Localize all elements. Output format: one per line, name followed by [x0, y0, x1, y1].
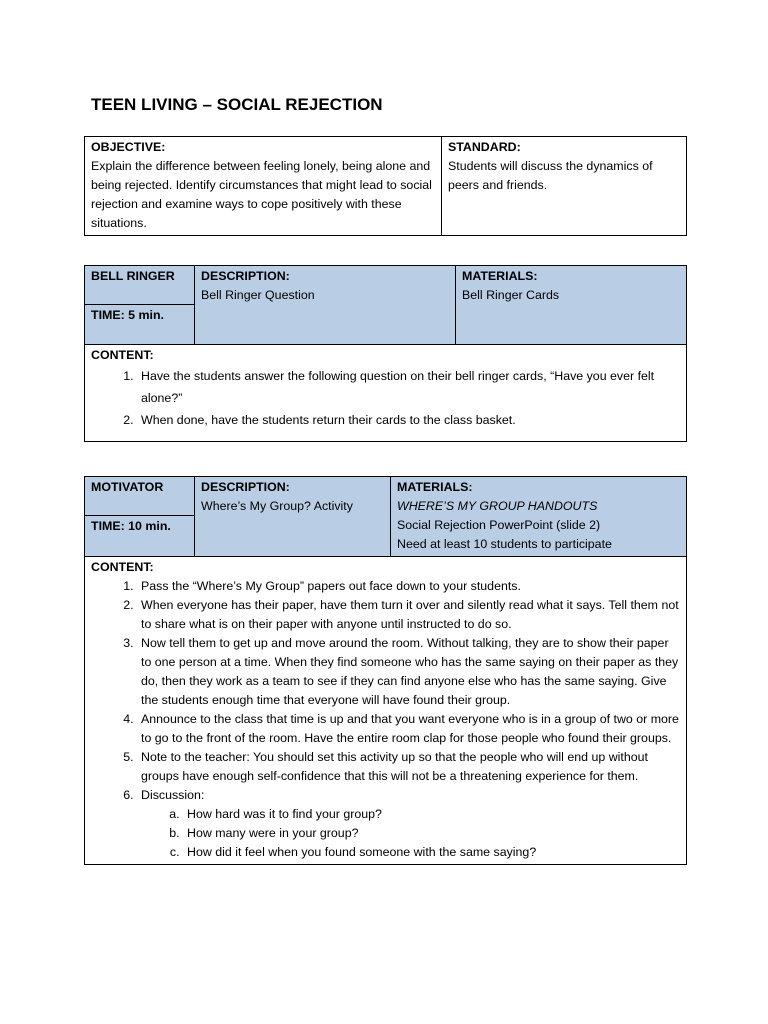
list-item: 2. When done, have the students return their cards to the class basket.: [137, 409, 680, 431]
objective-cell: [85, 137, 442, 236]
motivator-time: TIME: 10 min.: [91, 518, 171, 533]
list-item: c. How did it feel when you found someone with the same saying?: [183, 843, 680, 862]
motivator-table: [84, 476, 687, 865]
motivator-description: Where’s My Group? Activity: [201, 499, 353, 513]
objective-standard-table: [84, 136, 687, 236]
motivator-time-cell: [85, 515, 195, 556]
list-item: 4. Announce to the class that time is up and that you want everyone who is in a group of two or more to go to the front of the room. Have the entire room clap for those people who found their groups.: [137, 710, 680, 748]
bell-ringer-time: TIME: 5 min.: [91, 308, 164, 322]
bell-ringer-description-cell: [195, 266, 456, 345]
list-item: 1. Pass the “Where’s My Group” papers out face down to your students.: [137, 577, 680, 596]
bell-ringer-material-item: Bell Ringer Cards: [462, 288, 560, 302]
standard-cell: [442, 137, 687, 236]
motivator-material-item: Social Rejection PowerPoint (slide 2): [397, 518, 601, 532]
objective-label: OBJECTIVE:: [91, 140, 166, 154]
motivator-content-list: [91, 577, 680, 862]
motivator-material-item: WHERE’S MY GROUP HANDOUTS: [397, 499, 598, 513]
bell-ringer-label-cell: [85, 266, 195, 305]
bell-ringer-label: BELL RINGER: [91, 269, 175, 283]
list-item: [137, 786, 680, 862]
motivator-materials-label: MATERIALS:: [397, 480, 473, 494]
bell-ringer-materials-label: MATERIALS:: [462, 269, 538, 283]
list-item: 2. When everyone has their paper, have them turn it over and silently read what it says. Tell them not to share what is on their paper with anyone until instructed to do so.: [137, 596, 680, 634]
standard-text: Students will discuss the dynamics of peers and friends.: [448, 159, 653, 192]
bell-ringer-content-list: [91, 365, 680, 431]
bell-ringer-content-label: CONTENT:: [91, 348, 154, 362]
list-item: 5. Note to the teacher: You should set this activity up so that the people who will end up without groups have enough self-confidence that this will not be a threatening experience for them.: [137, 748, 680, 786]
motivator-description-cell: [195, 477, 391, 557]
motivator-content-label: CONTENT:: [91, 560, 154, 574]
bell-ringer-time-cell: [85, 305, 195, 345]
bell-ringer-description-label: DESCRIPTION:: [201, 269, 290, 283]
motivator-label: MOTIVATOR: [91, 480, 164, 494]
bell-ringer-table: [84, 265, 687, 442]
standard-label: STANDARD:: [448, 140, 521, 154]
page-title: TEEN LIVING – SOCIAL REJECTION: [91, 95, 383, 114]
list-item: b. How many were in your group?: [183, 824, 680, 843]
objective-text: Explain the difference between feeling lonely, being alone and being rejected. Identify circumstances that might lead to social rejection and examine ways to cope positively with these situations.: [91, 159, 432, 230]
bell-ringer-content-cell: [85, 345, 687, 442]
motivator-material-item: Need at least 10 students to participate: [397, 537, 612, 551]
bell-ringer-materials-cell: [456, 266, 687, 345]
motivator-label-cell: [85, 477, 195, 516]
list-item: 3. Now tell them to get up and move around the room. Without talking, they are to show their paper to one person at a time. When they find someone who has the same saying on their paper as they do, then they work as a team to see if they can find anyone else who has the same saying. Give the students enough time that everyone will have found their group.: [137, 634, 680, 710]
list-item: a. How hard was it to find your group?: [183, 805, 680, 824]
discussion-label: Discussion:: [141, 788, 205, 802]
list-item: 1. Have the students answer the following question on their bell ringer cards, “Have you ever felt alone?”: [137, 365, 680, 409]
motivator-materials-cell: [391, 477, 687, 557]
discussion-question-list: [141, 805, 680, 862]
bell-ringer-description: Bell Ringer Question: [201, 288, 315, 302]
motivator-description-label: DESCRIPTION:: [201, 480, 290, 494]
motivator-content-cell: [85, 557, 687, 865]
